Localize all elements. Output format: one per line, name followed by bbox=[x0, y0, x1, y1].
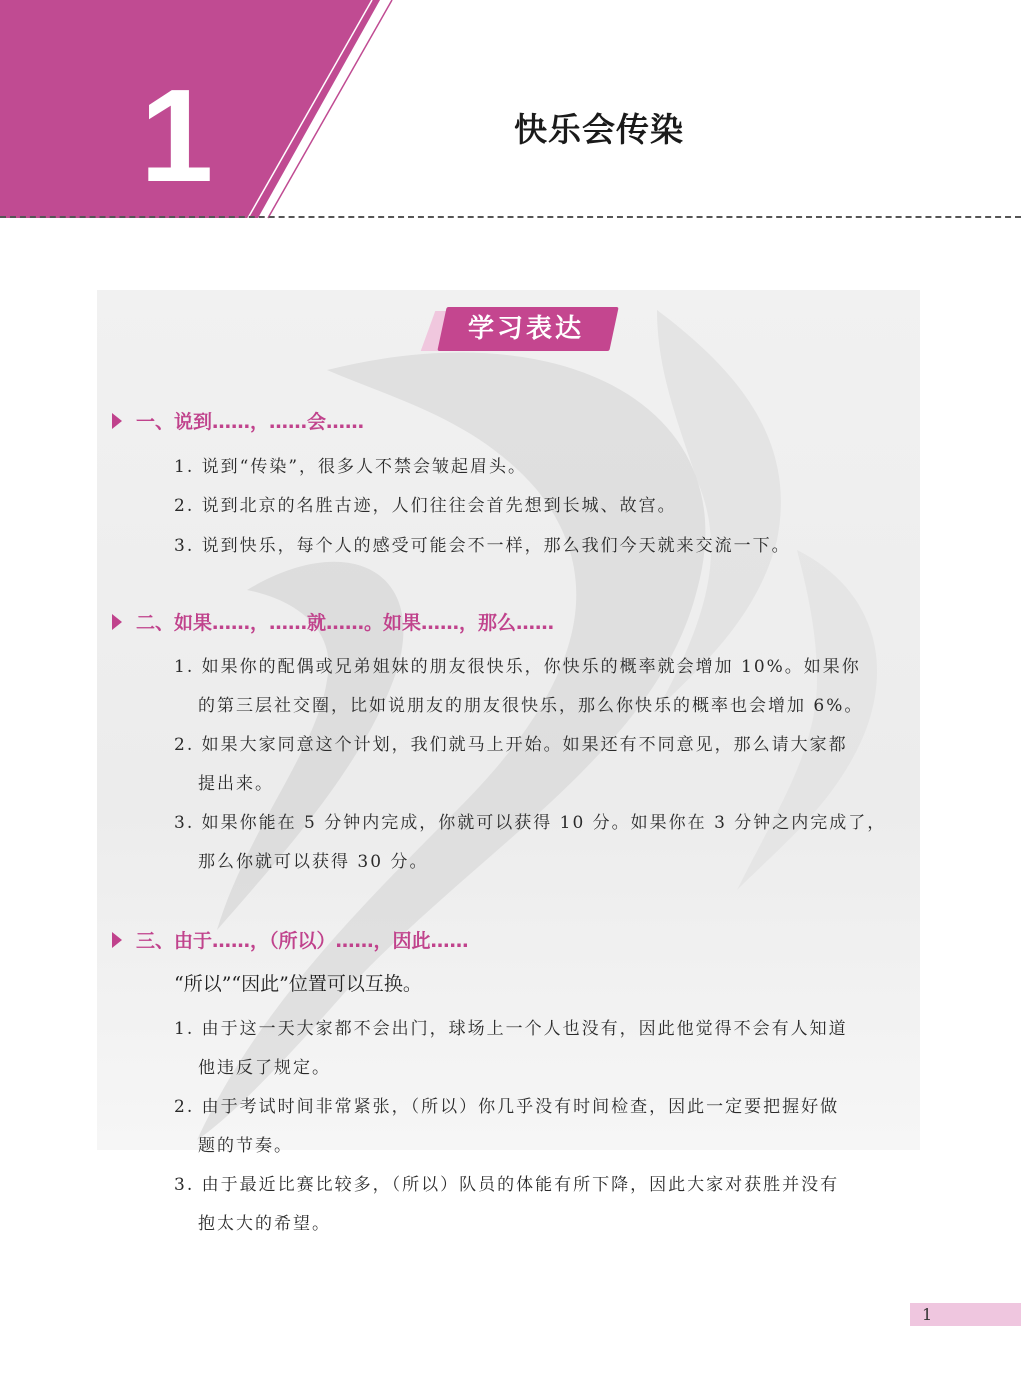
section-title: 学习表达 bbox=[467, 314, 584, 344]
item-heading-text: 二、如果……，……就……。如果……，那么…… bbox=[136, 612, 555, 634]
item-heading-text: 一、说到……，……会…… bbox=[136, 411, 365, 433]
example-line: 2. 说到北京的名胜古迹，人们往往会首先想到长城、故宫。 bbox=[174, 496, 677, 516]
triangle-bullet-icon bbox=[112, 932, 122, 948]
example-line: 3. 说到快乐，每个人的感受可能会不一样，那么我们今天就来交流一下。 bbox=[174, 536, 791, 556]
example-line: 3. 如果你能在 5 分钟内完成，你就可以获得 10 分。如果你在 3 分钟之内完成了， bbox=[174, 813, 887, 833]
page-number: 1 bbox=[922, 1305, 933, 1324]
example-line: 3. 由于最近比赛比较多，（所以）队员的体能有所下降，因此大家对获胜并没有 bbox=[174, 1175, 840, 1195]
item-heading bbox=[112, 609, 554, 637]
example-line: 他违反了规定。 bbox=[198, 1058, 331, 1078]
example-line: 2. 如果大家同意这个计划，我们就马上开始。如果还有不同意见，那么请大家都 bbox=[174, 735, 848, 755]
example-line: 那么你就可以获得 30 分。 bbox=[198, 852, 429, 872]
header-divider bbox=[0, 216, 1021, 218]
section-banner bbox=[428, 307, 616, 351]
example-line: 题的节奏。 bbox=[198, 1136, 293, 1156]
example-line: 1. 由于这一天大家都不会出门，球场上一个人也没有，因此他觉得不会有人知道 bbox=[174, 1019, 848, 1039]
chapter-title: 快乐会传染 bbox=[514, 110, 684, 149]
chapter-number: 1 bbox=[140, 62, 214, 209]
usage-note: “所以”“因此”位置可以互换。 bbox=[174, 973, 422, 995]
example-line: 2. 由于考试时间非常紧张，（所以）你几乎没有时间检查，因此一定要把握好做 bbox=[174, 1097, 840, 1117]
example-line: 的第三层社交圈，比如说朋友的朋友很快乐，那么你快乐的概率也会增加 6%。 bbox=[198, 696, 864, 716]
example-line: 提出来。 bbox=[198, 774, 274, 794]
item-heading bbox=[112, 408, 364, 436]
example-line: 1. 说到“传染”，很多人不禁会皱起眉头。 bbox=[174, 457, 528, 477]
triangle-bullet-icon bbox=[112, 413, 122, 429]
triangle-bullet-icon bbox=[112, 614, 122, 630]
example-line: 抱太大的希望。 bbox=[198, 1214, 331, 1234]
item-heading-text: 三、由于……，（所以）……，因此…… bbox=[136, 930, 469, 952]
item-heading bbox=[112, 927, 469, 955]
chapter-header bbox=[0, 0, 1021, 222]
example-line: 1. 如果你的配偶或兄弟姐妹的朋友很快乐，你快乐的概率就会增加 10%。如果你 bbox=[174, 657, 861, 677]
